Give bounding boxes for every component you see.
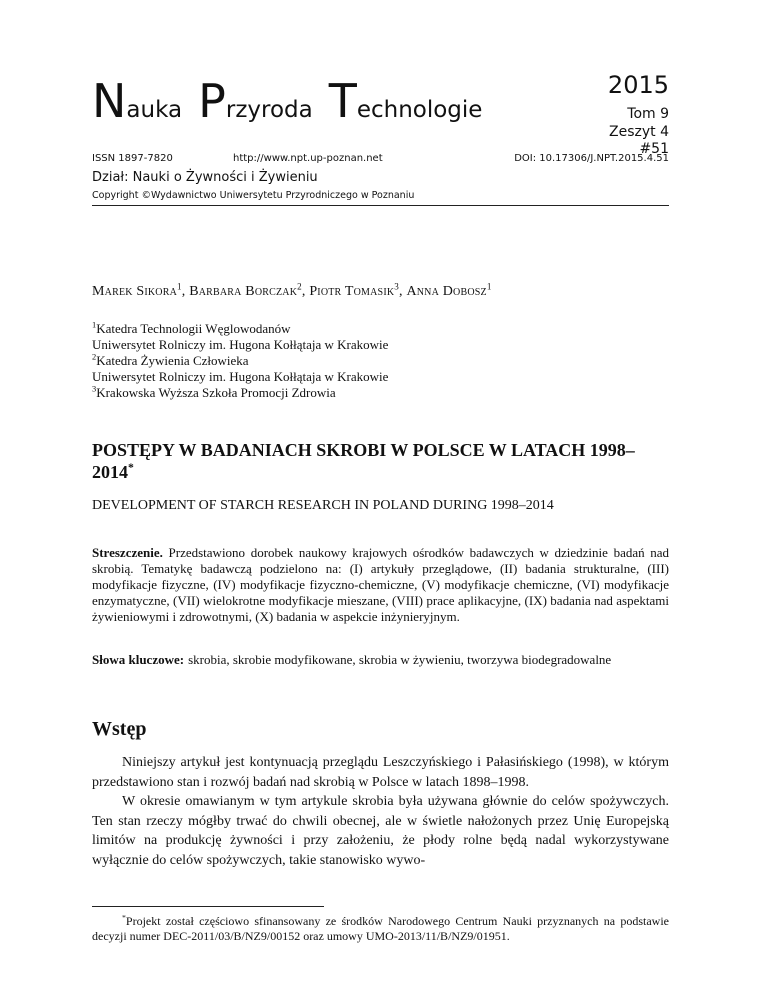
journal-title-rest-3: echnologie — [356, 97, 483, 123]
affiliation-text: Krakowska Wyższa Szkoła Promocji Zdrowia — [96, 385, 336, 400]
journal-title-cap-2: P — [198, 74, 226, 128]
title-footnote-marker: * — [128, 461, 134, 474]
issue-volume: Tom 9 — [627, 106, 669, 122]
section-label: Dział: Nauki o Żywności i Żywieniu — [92, 170, 318, 185]
affiliation-line — [92, 321, 388, 337]
affiliation-text: Katedra Technologii Węglowodanów — [96, 321, 291, 336]
author-affiliation-marker: 2 — [297, 281, 302, 292]
intro-body — [92, 753, 669, 870]
affiliation-text: Katedra Żywienia Człowieka — [96, 353, 249, 368]
affiliation-line — [92, 337, 388, 353]
affiliation-line — [92, 353, 388, 369]
issn: ISSN 1897-7820 — [92, 153, 173, 164]
author-affiliation-marker: 1 — [177, 281, 182, 292]
issue-year: 2015 — [607, 71, 669, 99]
abstract-text: Przedstawiono dorobek naukowy krajowych ośrodków badawczych w dziedzinie badań nad skrobią. Tematykę badawczą podzielono na: (I) artykuły przeglądowe, (II) badania strukturalne, (III) modyfikacje fizyczne, (IV) modyfikacje fizyczno-chemiczne, (V) modyfikacje chemiczne, (VI) modyfikacje enzymatyczne, (VII) wielokrotne modyfikacje mieszane, (VIII) prace aplikacyjne, (IX) badania nad aspektami żywieniowymi i zdrowotnymi, (X) badania w aspekcie inżynieryjnym. — [92, 545, 670, 624]
affiliation-line — [92, 385, 388, 401]
copyright: Copyright ©Wydawnictwo Uniwersytetu Przyrodniczego w Poznaniu — [92, 190, 415, 201]
doi[interactable]: DOI: 10.17306/J.NPT.2015.4.51 — [514, 153, 669, 164]
article-title — [92, 439, 652, 483]
footnote-divider — [92, 906, 324, 907]
journal-title-rest-2: rzyroda — [225, 97, 313, 123]
footnote-marker: * — [122, 913, 126, 922]
journal-url[interactable]: http://www.npt.up-poznan.net — [233, 153, 383, 164]
article-number: #51 — [639, 141, 669, 157]
author-name: Marek Sikora — [92, 284, 178, 299]
intro-paragraph: W okresie omawianym w tym artykule skrobia była używana głównie do celów spożywczych. Ten stan rzeczy mógłby trwać do chwili obecnej, ale w świetle nałożonych przez Unię Europejską limitów na produkcję żywności i przy założeniu, że płody rolne będą nadal wykorzystywane wyłącznie do celów spożywczych, takie stanowisko wywo- — [92, 794, 669, 868]
article-title-english: DEVELOPMENT OF STARCH RESEARCH IN POLAND DURING 1998–2014 — [92, 498, 554, 513]
affiliation-marker: 1 — [92, 319, 97, 330]
journal-title — [92, 74, 483, 128]
affiliation-text: Uniwersytet Rolniczy im. Hugona Kołłątaja w Krakowie — [92, 369, 389, 384]
keywords — [92, 652, 669, 668]
journal-title-cap-3: T — [328, 74, 357, 128]
article-title-text: POSTĘPY W BADANIACH SKROBI W POLSCE W LATACH 1998–2014 — [92, 440, 635, 482]
header-divider — [92, 205, 669, 206]
affiliation-text: Uniwersytet Rolniczy im. Hugona Kołłątaja w Krakowie — [92, 337, 389, 352]
author-list: Marek Sikora$^1$, Barbara Borczak$^2$, Piotr Tomasik$^3$, Anna Dobosz$^1$ — [92, 281, 492, 299]
keywords-text: skrobia, skrobie modyfikowane, skrobia w żywieniu, tworzywa biodegradowalne — [188, 652, 612, 667]
section-heading-intro: Wstęp — [92, 718, 147, 740]
author-affiliation-marker: 3 — [394, 281, 400, 292]
affiliation-line — [92, 369, 388, 385]
affiliation-list — [92, 321, 388, 401]
issue-number: Zeszyt 4 — [609, 124, 669, 140]
affiliation-marker: 3 — [92, 383, 97, 394]
author-name: Barbara Borczak — [189, 284, 298, 299]
abstract-label: Streszczenie. — [92, 545, 163, 560]
keywords-label: Słowa kluczowe: — [92, 652, 185, 667]
journal-title-cap-1: N — [92, 74, 127, 128]
footnote — [92, 914, 669, 944]
abstract — [92, 545, 669, 625]
affiliation-marker: 2 — [92, 351, 97, 362]
footnote-text: Projekt został częściowo sfinansowany ze środków Narodowego Centrum Nauki przyznanych na podstawie decyzji numer DEC-2011/03/B/NZ9/00152 oraz umowy UMO-2013/11/B/NZ9/01951. — [92, 914, 669, 943]
author-name: Piotr Tomasik — [309, 284, 395, 299]
intro-paragraph: Niniejszy artykuł jest kontynuacją przeglądu Leszczyńskiego i Pałasińskiego (1998), w którym przedstawiono stan i rozwój badań nad skrobią w Polsce w latach 1898–1998. — [92, 755, 669, 790]
author-name: Anna Dobosz — [406, 284, 487, 299]
author-affiliation-marker: 1 — [486, 281, 492, 292]
journal-title-rest-1: auka — [126, 97, 183, 123]
